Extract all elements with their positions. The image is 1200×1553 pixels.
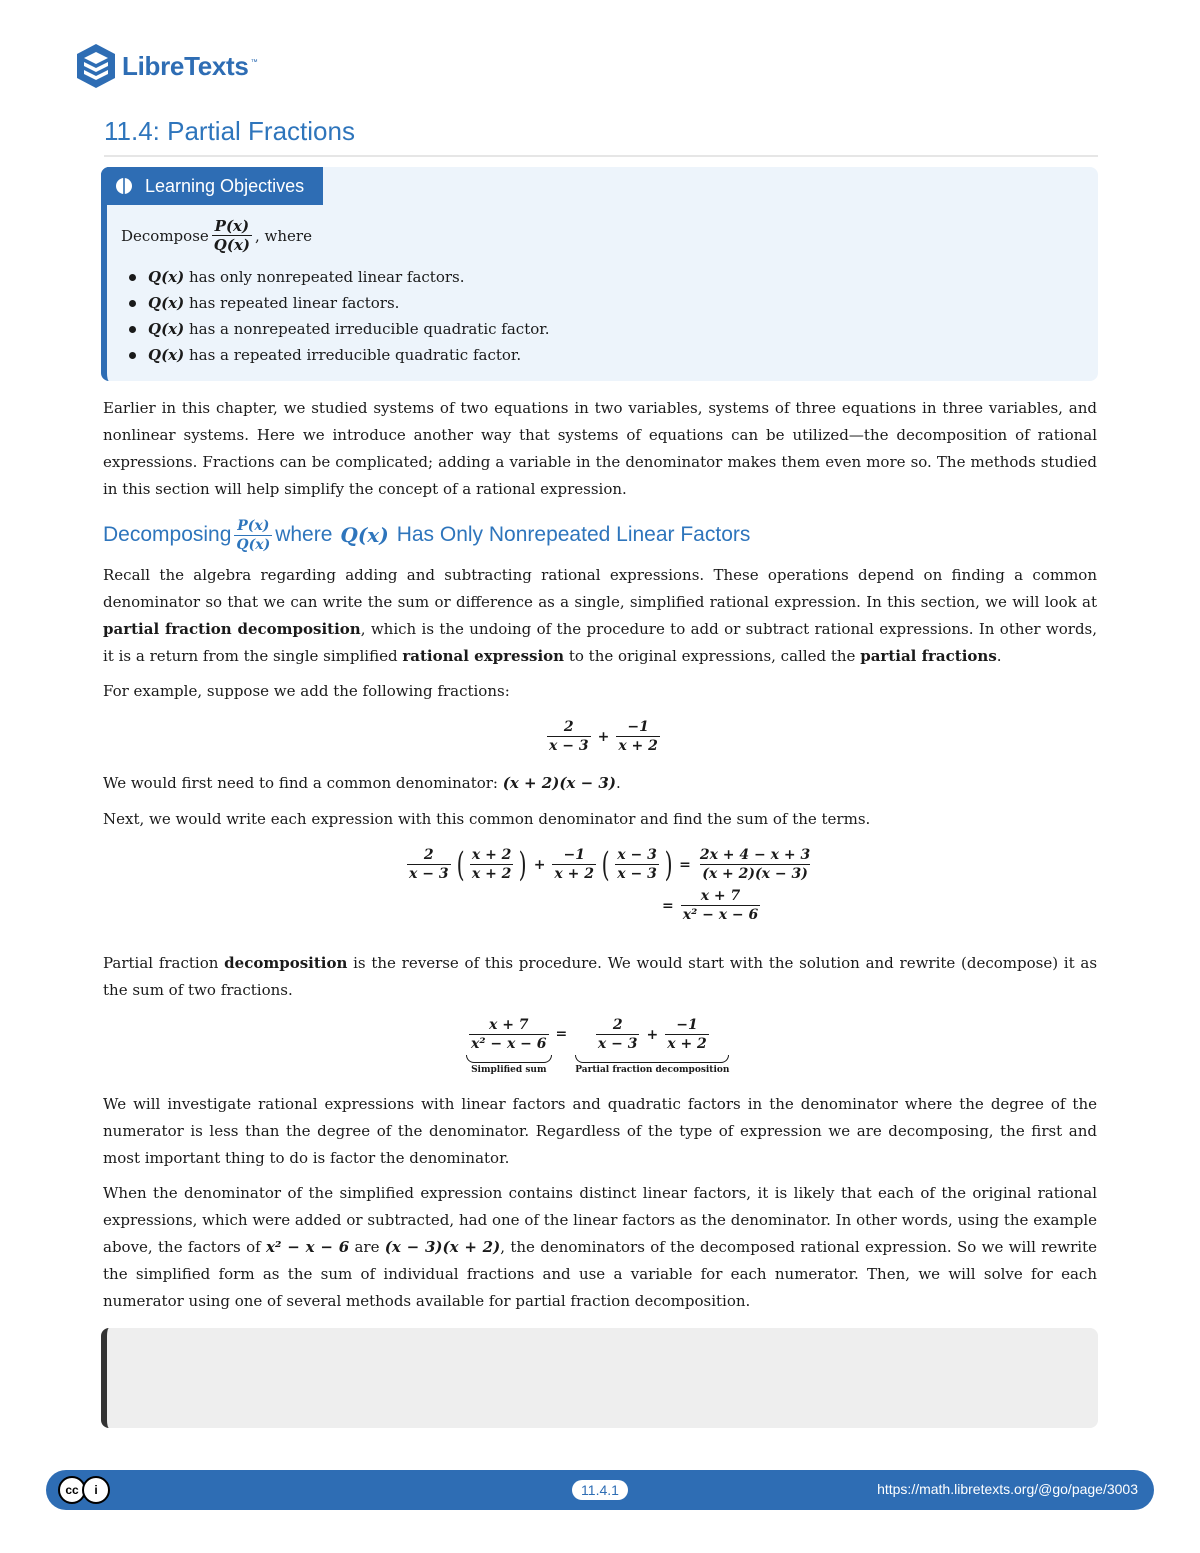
lo-item-math: Q(x)	[148, 268, 185, 286]
underbrace-label: Simplified sum	[471, 1065, 547, 1075]
when-math-2: (x − 3)(x + 2)	[384, 1238, 501, 1256]
numerator: x + 2	[471, 847, 512, 863]
distinct-factors-paragraph	[103, 1180, 1097, 1315]
term-partial-fractions: partial fractions	[860, 647, 997, 665]
decomposition-paragraph	[103, 950, 1097, 1004]
list-item	[121, 290, 550, 316]
partial-fraction-terms	[593, 1016, 712, 1053]
learning-objectives-body	[121, 217, 550, 368]
underbrace	[466, 1055, 552, 1063]
numerator: −1	[676, 1017, 698, 1033]
lo-item-text: has a repeated irreducible quadratic factor.	[184, 346, 522, 364]
equation-line-1	[404, 846, 815, 883]
recall-text-2: , which is the undoing of the procedure to add or subtract rational expressions. In other words, it is a return from the single simplified	[103, 620, 1098, 665]
common-denominator-paragraph	[103, 770, 1097, 797]
denominator: x + 2	[554, 866, 594, 882]
section-heading-math: Q(x)	[340, 523, 389, 547]
simplified-sum-group	[466, 1016, 552, 1075]
right-paren: )	[664, 844, 673, 885]
learning-objectives-list	[121, 264, 550, 368]
numerator: x + 7	[700, 888, 741, 904]
section-fraction-den: Q(x)	[236, 536, 271, 553]
underbrace	[575, 1055, 729, 1063]
list-item	[121, 342, 550, 368]
decomp-text-2: is the reverse of this procedure. We would start with the solution and rewrite (decompose) it as the sum of two fractions.	[103, 954, 1098, 999]
intro-paragraph: Earlier in this chapter, we studied systems of two equations in two variables, systems of three equations in three variables, and nonlinear systems. Here we introduce another way that systems of equations can be utilized—the decomposition of rational expressions. Fractions can be complicated; adding a variable in the denominator makes them even more so. The methods studied in this section will help simplify the concept of a rational expression.	[103, 399, 1097, 498]
denominator: x − 3	[549, 738, 589, 754]
page-url-link[interactable]: https://math.libretexts.org/@go/page/3003	[877, 1481, 1138, 1497]
example-paragraph: For example, suppose we add the following fractions:	[103, 682, 510, 700]
numerator: 2	[563, 719, 574, 735]
partial-fraction-group	[575, 1016, 729, 1075]
lo-fraction	[212, 217, 252, 254]
numerator: 2	[612, 1017, 623, 1033]
left-paren: (	[601, 844, 610, 885]
equation-line-2	[658, 887, 815, 924]
lo-item-math: Q(x)	[148, 346, 185, 364]
cc-license-badge[interactable]	[58, 1476, 106, 1504]
equation-sum	[544, 718, 663, 755]
denominator: x + 2	[618, 738, 658, 754]
page-title: 11.4: Partial Fractions	[104, 116, 1098, 157]
list-item	[121, 316, 550, 342]
numerator: −1	[563, 847, 585, 863]
fraction	[615, 846, 659, 883]
denominator: x + 2	[667, 1036, 707, 1052]
when-text-3: , the denominators of the decomposed rational expression. So we will rewrite the simplified form as the sum of individual fractions and use a variable for each numerator. Then, we will solve for each numerator using one of several methods available for partial fraction decomposition.	[103, 1238, 1097, 1310]
recall-text-1: Recall the algebra regarding adding and subtracting rational expressions. These operations depend on finding a common denominator so that we can write the sum or difference as a single, simplified rational expression. In this section, we will look at	[103, 566, 1097, 611]
libretexts-logo[interactable]	[74, 40, 258, 92]
bullet-icon	[129, 326, 136, 333]
equation-common-denominator	[404, 846, 815, 924]
lo-intro-before: Decompose	[121, 226, 209, 245]
common-text: We would first need to find a common denominator:	[103, 774, 503, 792]
fraction	[547, 718, 591, 755]
numerator: x + 7	[488, 1017, 529, 1033]
numerator: 2x + 4 − x + 3	[699, 847, 811, 863]
creative-commons-icon: cc	[58, 1476, 86, 1504]
denominator: x² − x − 6	[471, 1036, 547, 1052]
when-math-1: x² − x − 6	[265, 1238, 350, 1256]
section-heading-fraction	[234, 517, 272, 554]
term-decomposition: decomposition	[224, 954, 348, 972]
lo-item-text: has only nonrepeated linear factors.	[184, 268, 465, 286]
investigate-paragraph: We will investigate rational expressions with linear factors and quadratic factors in the denominator where the degree of the numerator is less than the degree of the denominator. Regardless of the type of expression we are decomposing, the first and most important thing to do is factor the denominator.	[103, 1095, 1097, 1167]
fraction	[616, 718, 660, 755]
underbrace-label: Partial fraction decomposition	[575, 1065, 730, 1075]
page-number: 11.4.1	[572, 1480, 628, 1500]
equation-decomposition	[466, 1016, 729, 1075]
section-heading	[103, 514, 1097, 556]
example-box	[101, 1328, 1098, 1428]
fraction	[698, 846, 812, 883]
bullet-icon	[129, 352, 136, 359]
fraction	[681, 887, 761, 924]
bullet-icon	[129, 300, 136, 307]
lo-item-math: Q(x)	[148, 294, 185, 312]
learning-objectives-intro	[121, 217, 550, 254]
bullet-icon	[129, 274, 136, 281]
fraction	[469, 1016, 549, 1053]
fraction	[407, 846, 451, 883]
equals: =	[662, 897, 674, 914]
lo-item-text: has repeated linear factors.	[184, 294, 400, 312]
denominator: x − 3	[617, 866, 657, 882]
list-item	[121, 264, 550, 290]
denominator: x − 3	[597, 1036, 638, 1052]
common-math: (x + 2)(x − 3)	[502, 774, 616, 792]
denominator: x − 3	[409, 866, 449, 882]
section-heading-middle: where	[275, 523, 333, 546]
lo-fraction-num: P(x)	[214, 217, 250, 235]
recall-paragraph	[103, 562, 1097, 670]
decomp-text-1: Partial fraction	[103, 954, 225, 972]
fraction	[552, 846, 596, 883]
logo-trademark: ™	[250, 58, 258, 66]
denominator: x² − x − 6	[682, 907, 759, 923]
learning-objectives-title: Learning Objectives	[145, 175, 305, 196]
section-heading-after: Has Only Nonrepeated Linear Factors	[396, 523, 751, 546]
fraction	[665, 1016, 709, 1053]
left-paren: (	[456, 844, 465, 885]
when-text-2: are	[349, 1238, 385, 1256]
term-rational-expression: rational expression	[402, 647, 565, 665]
denominator: x + 2	[471, 866, 512, 882]
operator: +	[646, 1026, 659, 1043]
operator: +	[533, 856, 546, 873]
lo-intro-after: , where	[255, 226, 312, 245]
numerator: x − 3	[617, 847, 657, 863]
libretexts-cube-icon	[74, 42, 118, 90]
lo-fraction-den: Q(x)	[213, 236, 250, 254]
numerator: −1	[627, 719, 649, 735]
section-fraction-num: P(x)	[237, 517, 270, 534]
lo-item-text: has a nonrepeated irreducible quadratic factor.	[184, 320, 550, 338]
recall-text-4: .	[996, 647, 1002, 665]
lo-item-math: Q(x)	[148, 320, 185, 338]
when-text-1: When the denominator of the simplified expression contains distinct linear factors, it is likely that each of the original rational expressions, which were added or subtracted, had one of the linear factors as the denominator. In other words, using the example above, the factors of	[103, 1184, 1097, 1256]
fraction	[596, 1016, 640, 1053]
recall-text-3: to the original expressions, called the	[564, 647, 861, 665]
logo-wordmark: LibreTexts	[122, 50, 249, 81]
denominator: (x + 2)(x − 3)	[702, 866, 808, 882]
fraction	[470, 846, 514, 883]
page-footer	[46, 1470, 1154, 1510]
right-paren: )	[519, 844, 528, 885]
numerator: 2	[423, 847, 434, 863]
equals: =	[679, 856, 691, 873]
equals: =	[555, 1026, 568, 1042]
operator: +	[597, 728, 610, 745]
brain-icon	[115, 177, 133, 195]
common-end: .	[615, 774, 621, 792]
next-paragraph: Next, we would write each expression with this common denominator and find the sum of the terms.	[103, 810, 871, 828]
term-partial-fraction-decomposition: partial fraction decomposition	[103, 620, 361, 638]
attribution-icon: i	[82, 1476, 110, 1504]
learning-objectives-header	[101, 167, 323, 205]
learning-objectives-box	[101, 167, 1098, 381]
section-heading-before: Decomposing	[103, 523, 232, 546]
